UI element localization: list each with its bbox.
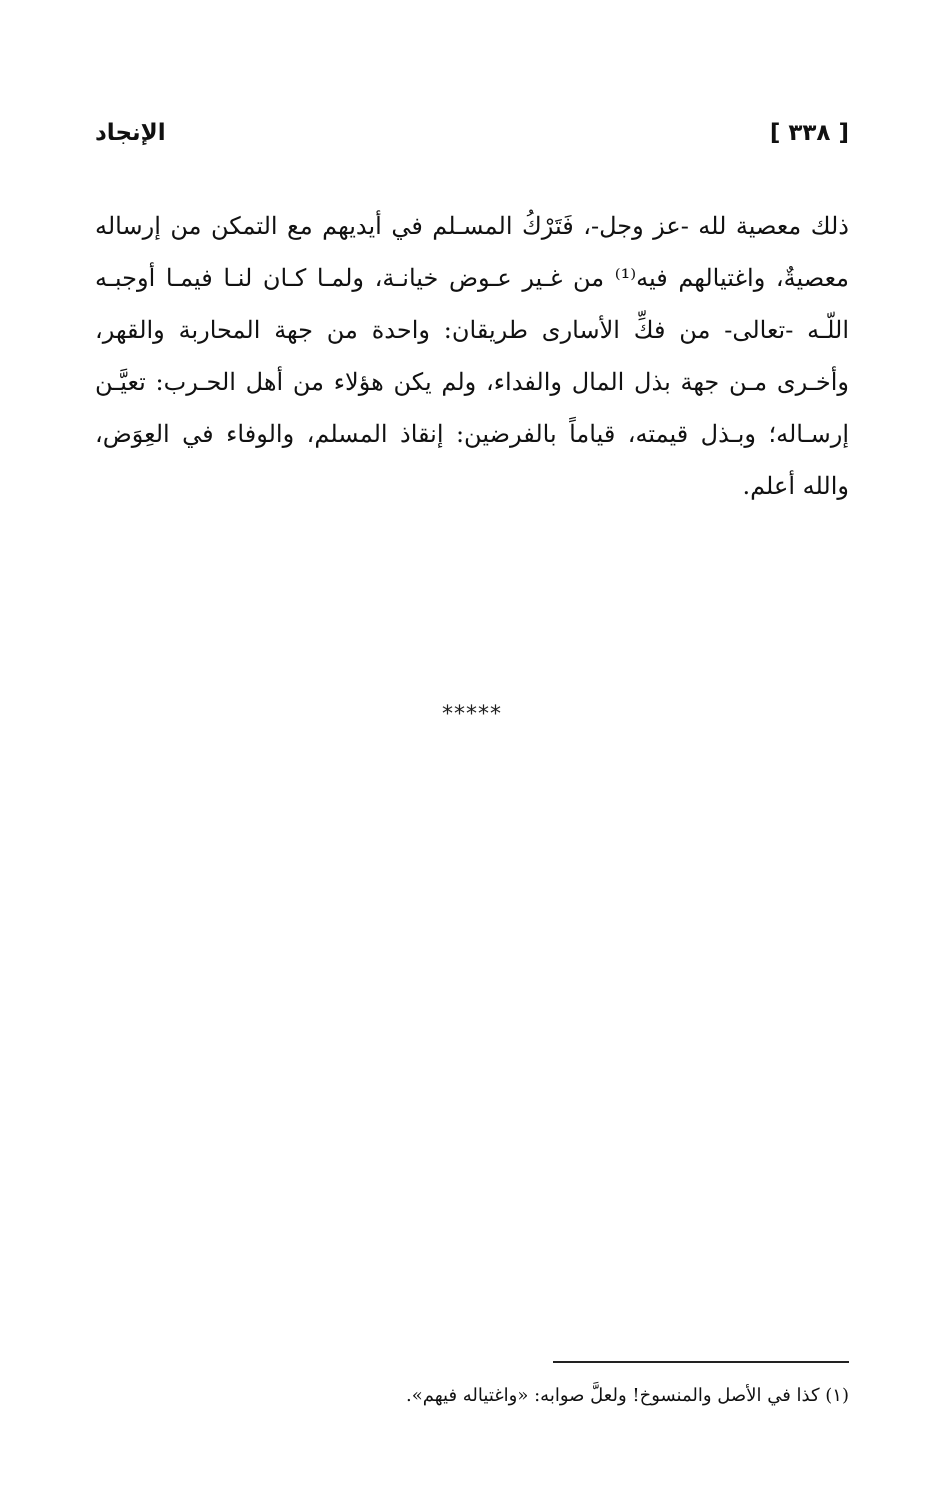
page-header	[95, 120, 849, 160]
page-number: [ ٣٣٨ ]	[769, 120, 849, 146]
footnote-text: (١) كذا في الأصل والمنسوخ! ولعلَّ صوابه: «واغتياله فيهم».	[406, 1385, 849, 1406]
footnote	[95, 1382, 849, 1410]
paragraph: ذلك معصية لله -عز وجل-، فَتَرْكُ المسـلم في أيديهم مع التمكن من إرساله معصيةٌ، واغتيالهم فيه⁽¹⁾ من غـير عـوض خيانـة، ولمـا كـان لنـا فيمـا أوجبـه اللّـه -تعالى- من فكِّ الأسارى طريقان: واحدة من جهة المحاربة والقهر، وأخـرى مـن جهة بذل المال والفداء، ولم يكن هؤلاء من أهل الحـرب: تعيَّـن إرسـاله؛ وبـذل قيمته، قياماً بالفرضين: إنقاذ المسلم، والوفاء في العِوَض، والله أعلم.	[95, 212, 849, 500]
section-separator: *****	[442, 702, 502, 727]
main-text	[95, 200, 849, 512]
footnote-divider	[553, 1361, 849, 1363]
running-title: الإنجاد	[95, 120, 166, 146]
